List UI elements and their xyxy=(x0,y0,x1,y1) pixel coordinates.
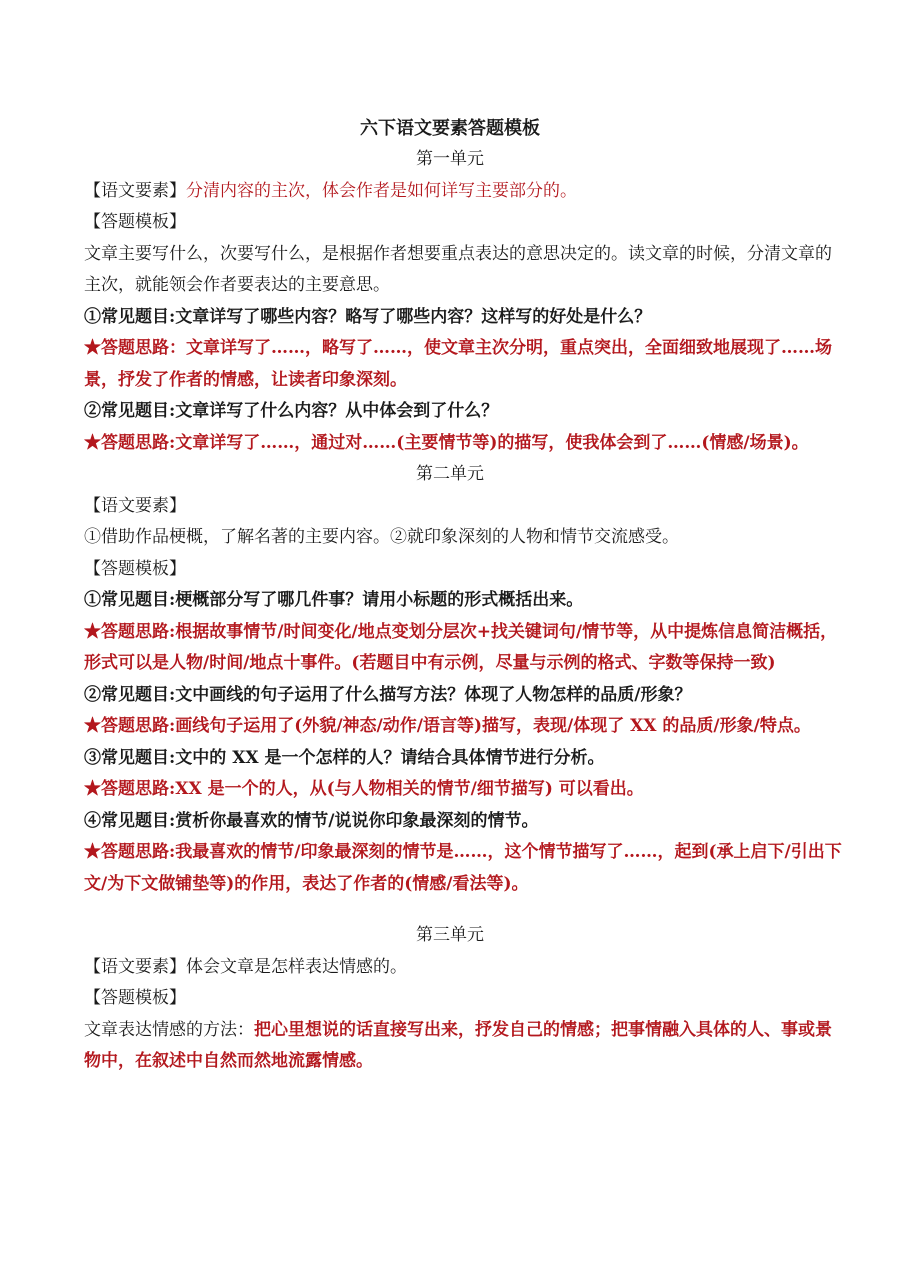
unit-3-element-text: 体会文章是怎样表达情感的。 xyxy=(186,956,407,977)
unit-1-element-text: 分清内容的主次，体会作者是如何详写主要部分的。 xyxy=(186,180,577,201)
unit-2-answer-2: ★答题思路:画线句子运用了(外貌/神态/动作/语言等)描写，表现/体现了 XX 的品质/形象/特点。 xyxy=(84,716,811,736)
document-title: 六下语文要素答题模板 xyxy=(360,118,540,139)
unit-2-answer-1: ★答题思路:根据故事情节/时间变化/地点变划分层次+找关键词句/情节等，从中提炼信息简洁概括，形式可以是人物/时间/地点十事件。(若题目中有示例，尽量与示例的格式、字数等保持一致) xyxy=(84,621,838,673)
unit-2-answer-4: ★答题思路:我最喜欢的情节/印象最深刻的情节是……，这个情节描写了……，起到(承上启下/引出下文/为下文做铺垫等)的作用，表达了作者的(情感/看法等)。 xyxy=(84,842,842,894)
unit-1-element xyxy=(84,176,844,208)
unit-2-question-4: ④常见题目:赏析你最喜欢的情节/说说你印象最深刻的情节。 xyxy=(84,810,539,831)
unit-1-template-label: 【答题模板】 xyxy=(84,212,186,232)
unit-3-element xyxy=(84,952,844,984)
unit-2-question-1: ①常见题目:梗概部分写了哪几件事？请用小标题的形式概括出来。 xyxy=(84,590,584,610)
unit-2-element-label: 【语文要素】 xyxy=(84,495,186,516)
unit-3-method-text: 把心里想说的话直接写出来，抒发自己的情感；把事情融入具体的人、事或景物中，在叙述中自然而然地流露情感。 xyxy=(84,1019,832,1071)
unit-2-question-3: ③常见题目:文中的 XX 是一个怎样的人？请结合具体情节进行分析。 xyxy=(84,747,605,768)
unit-2-answer-3: ★答题思路:XX 是一个的人，从(与人物相关的情节/细节描写) 可以看出。 xyxy=(84,779,644,799)
unit-1-template-text: 文章主要写什么，次要写什么，是根据作者想要重点表达的意思决定的。读文章的时候，分清文章的主次，就能领会作者要表达的主要意思。 xyxy=(84,243,832,295)
unit-2-question-2: ②常见题目:文中画线的句子运用了什么描写方法？体现了人物怎样的品质/形象？ xyxy=(84,684,692,705)
unit-1-heading: 第一单元 xyxy=(416,149,484,169)
unit-3-element-label: 【语文要素】 xyxy=(84,956,186,977)
unit-3-template-label: 【答题模板】 xyxy=(84,988,186,1008)
unit-3-method-label: 文章表达情感的方法： xyxy=(84,1019,254,1040)
unit-1-question-2: ②常见题目:文章详写了什么内容？从中体会到了什么？ xyxy=(84,401,499,421)
unit-3-heading: 第三单元 xyxy=(416,925,484,945)
section-spacer xyxy=(84,900,844,920)
unit-1-answer-1: ★答题思路：文章详写了……，略写了……，使文章主次分明，重点突出，全面细致地展现了……场景，抒发了作者的情感，让读者印象深刻。 xyxy=(84,338,832,390)
unit-2-template-label: 【答题模板】 xyxy=(84,558,186,579)
unit-2-heading: 第二单元 xyxy=(416,464,484,484)
unit-1-question-1: ①常见题目:文章详写了哪些内容？略写了哪些内容？这样写的好处是什么？ xyxy=(84,306,652,327)
unit-1-element-label: 【语文要素】 xyxy=(84,180,186,201)
unit-2-element-text: ①借助作品梗概，了解名著的主要内容。②就印象深刻的人物和情节交流感受。 xyxy=(84,527,679,547)
unit-3-method xyxy=(84,1015,844,1078)
unit-1-answer-2: ★答题思路:文章详写了……，通过对……(主要情节等)的描写，使我体会到了……(情感/场景)。 xyxy=(84,432,809,453)
